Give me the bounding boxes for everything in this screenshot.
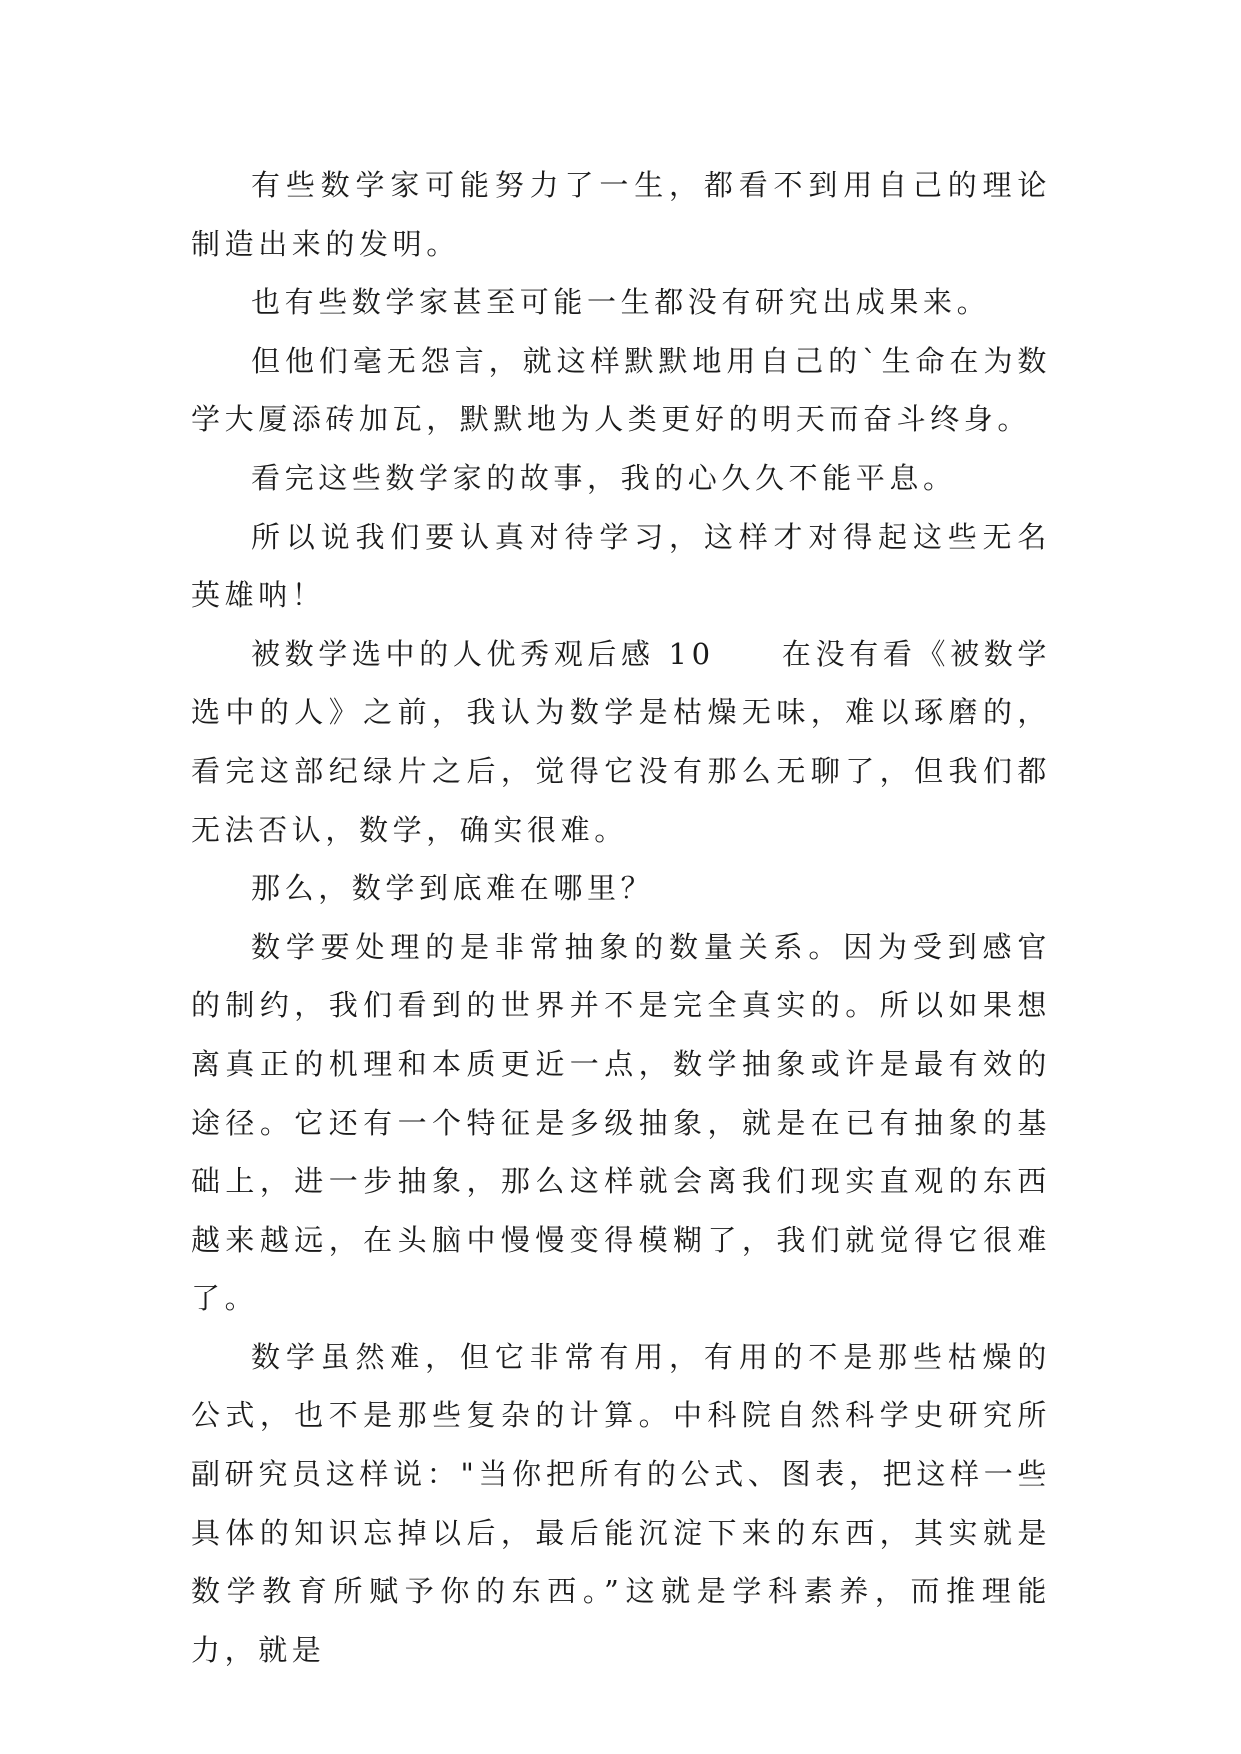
- document-body: [191, 156, 1051, 1679]
- paragraph: 被数学选中的人优秀观后感 10 在没有看《被数学选中的人》之前，我认为数学是枯燥无味，难以琢磨的，看完这部纪绿片之后，觉得它没有那么无聊了，但我们都无法否认，数学，确实很难。: [191, 636, 1051, 847]
- paragraph: 所以说我们要认真对待学习，这样才对得起这些无名英雄呐！: [191, 519, 1051, 613]
- paragraph: 数学要处理的是非常抽象的数量关系。因为受到感官的制约，我们看到的世界并不是完全真实的。所以如果想离真正的机理和本质更近一点，数学抽象或许是最有效的途径。它还有一个特征是多级抽象，就是在已有抽象的基础上，进一步抽象，那么这样就会离我们现实直观的东西越来越远，在头脑中慢慢变得模糊了，我们就觉得它很难了。: [191, 929, 1051, 1316]
- paragraph: 但他们毫无怨言，就这样默默地用自己的`生命在为数学大厦添砖加瓦，默默地为人类更好的明天而奋斗终身。: [191, 343, 1051, 437]
- paragraph: 看完这些数学家的故事，我的心久久不能平息。: [251, 460, 957, 495]
- paragraph: 数学虽然难，但它非常有用，有用的不是那些枯燥的公式，也不是那些复杂的计算。中科院自然科学史研究所副研究员这样说："当你把所有的公式、图表，把这样一些具体的知识忘掉以后，最后能沉淀下来的东西，其实就是数学教育所赋予你的东西。”这就是学科素养，而推理能力，就是: [191, 1339, 1051, 1667]
- paragraph: 有些数学家可能努力了一生，都看不到用自己的理论制造出来的发明。: [191, 168, 1051, 261]
- paragraph: 也有些数学家甚至可能一生都没有研究出成果来。: [251, 285, 991, 320]
- paragraph: 那么，数学到底难在哪里？: [251, 871, 655, 906]
